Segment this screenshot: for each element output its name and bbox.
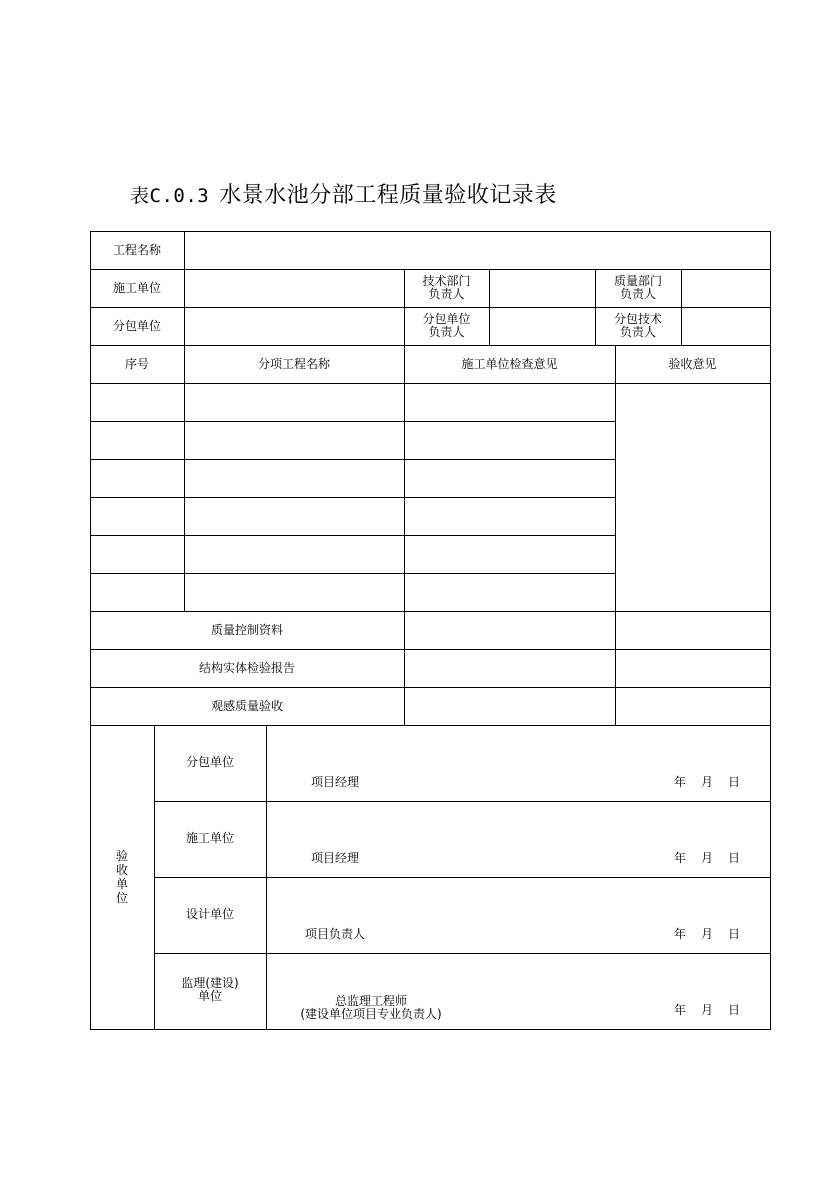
date-year: 年	[673, 926, 686, 941]
signer-label: 项目经理	[310, 774, 359, 789]
label-line: 负责人	[619, 325, 656, 339]
column-header-acceptance-opinion: 验收意见	[668, 356, 717, 371]
quality-dept-head-label	[595, 269, 681, 307]
summary-row-appearance-quality: 观感质量验收	[210, 698, 283, 713]
column-header-seq: 序号	[124, 356, 149, 371]
date-month: 月	[700, 1002, 713, 1017]
date-year: 年	[673, 850, 686, 865]
project-name-label: 工程名称	[112, 242, 161, 257]
sub-unit-head-label	[404, 307, 489, 345]
unit-name-supervision	[154, 970, 266, 1010]
sub-tech-head-label	[595, 307, 681, 345]
signer-label-supervision	[276, 992, 466, 1024]
summary-row-quality-control-data: 质量控制资料	[210, 622, 283, 637]
column-header-inspection-opinion: 施工单位检查意见	[461, 356, 558, 371]
date-year: 年	[673, 1002, 686, 1017]
unit-name-design: 设计单位	[185, 906, 234, 921]
label-line: 分包单位	[422, 312, 471, 326]
construction-unit-label: 施工单位	[112, 280, 161, 295]
date-year: 年	[673, 774, 686, 789]
unit-name-subcontract: 分包单位	[185, 754, 234, 769]
date-month: 月	[700, 774, 713, 789]
label-char: 单	[115, 877, 128, 891]
unit-name-construction: 施工单位	[185, 830, 234, 845]
label-char: 位	[115, 891, 128, 905]
tech-dept-head-label	[404, 269, 489, 307]
label-line: 负责人	[428, 287, 465, 301]
acceptance-units-label	[90, 725, 154, 1029]
signer-label: 项目经理	[310, 850, 359, 865]
label-line: 质量部门	[613, 274, 662, 288]
table-code: 表C.0.3	[130, 185, 210, 207]
date-day: 日	[727, 774, 740, 789]
date-month: 月	[700, 926, 713, 941]
label-char: 验	[115, 849, 128, 863]
label-line: 总监理工程师	[334, 994, 407, 1008]
label-line: 监理(建设)	[181, 976, 239, 990]
label-line: 分包技术	[613, 312, 662, 326]
label-line: 负责人	[619, 287, 656, 301]
date-day: 日	[727, 1002, 740, 1017]
label-char: 收	[115, 863, 128, 877]
date-day: 日	[727, 850, 740, 865]
subcontract-unit-label: 分包单位	[112, 318, 161, 333]
date-day: 日	[727, 926, 740, 941]
date-month: 月	[700, 850, 713, 865]
label-line: 技术部门	[422, 274, 471, 288]
label-line: 负责人	[428, 325, 465, 339]
summary-row-structural-test-report: 结构实体检验报告	[198, 660, 295, 675]
label-line: (建设单位项目专业负责人)	[300, 1007, 442, 1021]
label-line: 单位	[197, 989, 222, 1003]
table-title: 水景水池分部工程质量验收记录表	[219, 183, 557, 208]
column-header-item-name: 分项工程名称	[257, 356, 330, 371]
signer-label: 项目负责人	[304, 926, 365, 941]
